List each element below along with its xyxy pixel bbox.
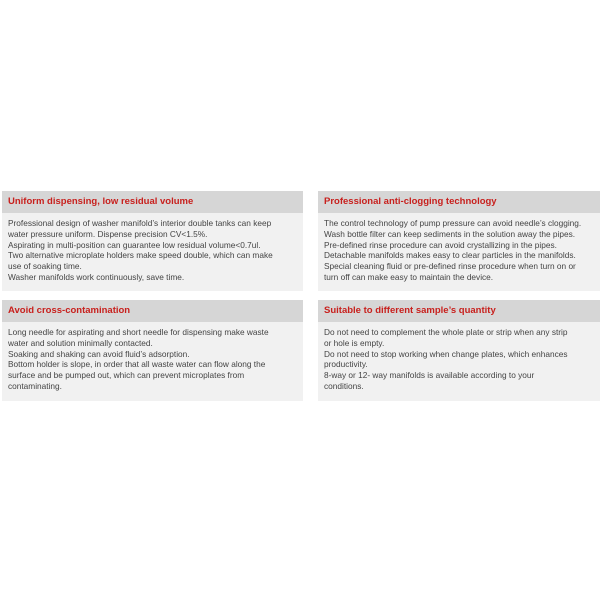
- feature-card-anti-clogging: [318, 191, 600, 291]
- card-text-line: Do not need to complement the whole plate or strip when any strip: [324, 327, 568, 337]
- card-text-line: 8-way or 12- way manifolds is available according to your: [324, 370, 535, 381]
- card-text-line: productivity.: [324, 359, 368, 370]
- card-body: [2, 213, 303, 287]
- card-text-line: Special cleaning fluid or pre-defined rinse procedure when turn on or: [324, 261, 576, 272]
- card-text-line: contaminating.: [8, 380, 62, 391]
- card-text-line: Professional design of washer manifold’s interior double tanks can keep: [8, 218, 272, 228]
- card-text-line: Long needle for aspirating and short needle for dispensing make waste: [8, 327, 269, 337]
- card-title: Uniform dispensing, low residual volume: [2, 191, 303, 213]
- card-text-line: Bottom holder is slope, in order that all waste water can flow along the: [8, 359, 266, 370]
- card-text-line: conditions.: [324, 380, 364, 391]
- card-text-line: Soaking and shaking can avoid fluid’s adsorption.: [8, 348, 190, 359]
- card-text-line: Do not need to stop working when change plates, which enhances: [324, 348, 568, 359]
- card-text-line: Two alternative microplate holders make speed double, which can make: [8, 250, 273, 261]
- card-text-line: water pressure uniform. Dispense precision CV<1.5%.: [8, 228, 208, 239]
- card-text-line: The control technology of pump pressure can avoid needle’s clogging.: [324, 218, 582, 228]
- card-text-line: water and solution minimally contacted.: [8, 337, 153, 348]
- card-text-line: Aspirating in multi-position can guarantee low residual volume<0.7ul.: [8, 239, 261, 250]
- card-text-line: or hole is empty.: [324, 337, 385, 348]
- feature-card-uniform-dispensing: [2, 191, 303, 291]
- card-text-line: use of soaking time.: [8, 261, 82, 272]
- card-title: Suitable to different sample’s quantity: [318, 300, 600, 322]
- card-text-line: surface and be pumped out, which can prevent microplates from: [8, 370, 245, 381]
- card-text-line: Pre-defined rinse procedure can avoid crystallizing in the pipes.: [324, 239, 557, 250]
- card-title: Avoid cross-contamination: [2, 300, 303, 322]
- card-text-line: Washer manifolds work continuously, save time.: [8, 271, 185, 282]
- card-text-line: Detachable manifolds makes easy to clear particles in the manifolds.: [324, 250, 576, 261]
- card-body: [318, 322, 600, 396]
- card-text-line: turn off can make easy to maintain the device.: [324, 271, 494, 282]
- card-body: [2, 322, 303, 396]
- card-title: Professional anti-clogging technology: [318, 191, 600, 213]
- feature-card-sample-quantity: [318, 300, 600, 401]
- card-body: [318, 213, 600, 287]
- card-text-line: Wash bottle filter can keep sediments in the solution away the pipes.: [324, 228, 576, 239]
- feature-card-cross-contamination: [2, 300, 303, 401]
